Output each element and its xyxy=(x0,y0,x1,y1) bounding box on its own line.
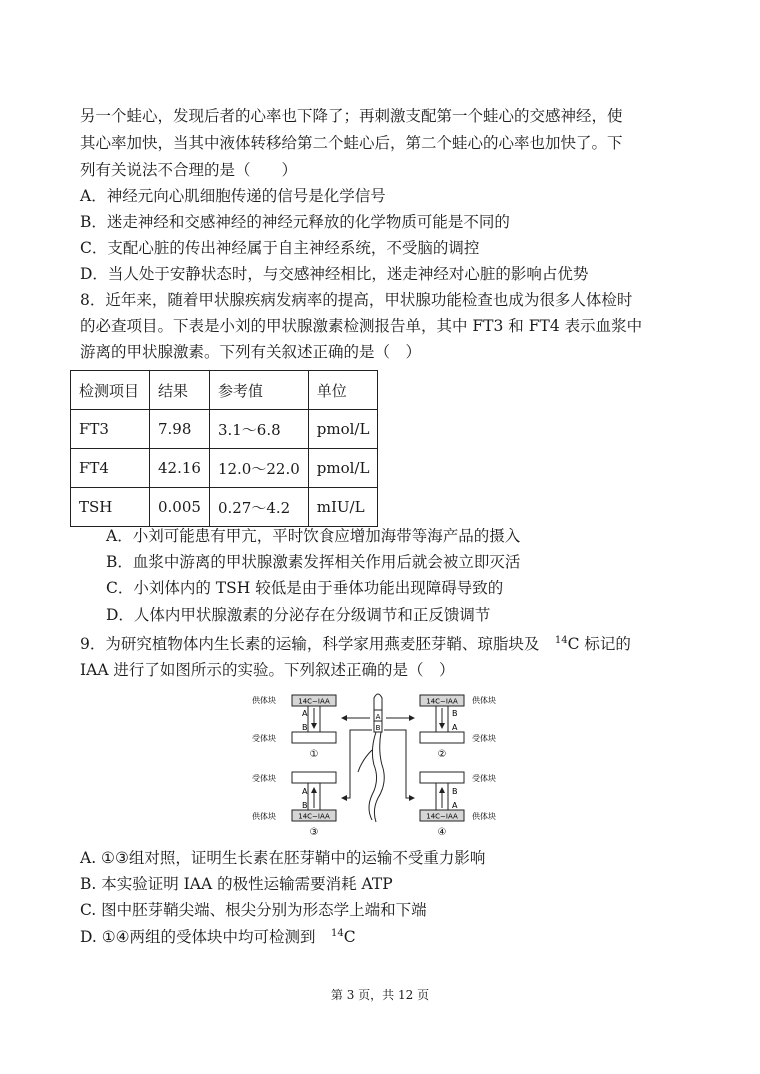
receiver-block-4 xyxy=(420,772,464,783)
q7-option-b: B．迷走神经和交感神经的神经元释放的化学物质可能是不同的 xyxy=(80,213,510,231)
end-a-label: A xyxy=(452,723,458,732)
q7-option-c: C．支配心脏的传出神经属于自主神经系统，不受脑的调控 xyxy=(80,239,480,257)
q8-option-d: D．人体内甲状腺激素的分泌存在分级调节和正反馈调节 xyxy=(106,606,491,624)
table-cell: pmol/L xyxy=(308,449,378,488)
receiver-label-2: 受体块 xyxy=(472,734,496,743)
q9-stem-line-1 xyxy=(80,634,631,657)
group-number-4: ④ xyxy=(437,827,447,838)
setup-3 xyxy=(252,772,336,838)
setup-1 xyxy=(252,695,336,760)
table-cell: 0.005 xyxy=(150,488,210,527)
q9-stem-line-2: IAA 进行了如图所示的实验。下列叙述正确的是（ ） xyxy=(80,661,455,679)
q9-option-c: C. 图中胚芽鞘尖端、根尖分别为形态学上端和下端 xyxy=(80,901,427,919)
end-a-label: A xyxy=(302,787,308,796)
end-a-label: A xyxy=(302,709,308,718)
table-row xyxy=(71,488,378,527)
table-cell: FT4 xyxy=(71,449,150,488)
q8-stem-line-2: 的必查项目。下表是小刘的甲状腺激素检测报告单，其中 FT3 和 FT4 表示血浆中 xyxy=(80,317,643,335)
intro-line-1: 另一个蛙心，发现后者的心率也下降了；再刺激支配第一个蛙心的交感神经，使 xyxy=(80,107,623,125)
q9-stem-text-end: C 标记的 xyxy=(567,635,631,653)
table-cell: pmol/L xyxy=(308,410,378,449)
segment-b-label: B xyxy=(375,724,381,732)
intro-line-2: 其心率加快，当其中液体转移给第二个蛙心后，第二个蛙心的心率也加快了。下 xyxy=(80,134,623,152)
iaa-label-3: 14C−IAA xyxy=(298,812,330,821)
q9-option-a: A. ①③组对照，证明生长素在胚芽鞘中的运输不受重力影响 xyxy=(80,849,486,867)
q8-stem-line-3: 游离的甲状腺激素。下列有关叙述正确的是（ ） xyxy=(80,343,422,361)
q9-option-d-text: D. ①④两组的受体块中均可检测到 xyxy=(80,928,332,946)
q7-option-a: A．神经元向心肌细胞传递的信号是化学信号 xyxy=(80,187,386,205)
header-cell: 结果 xyxy=(150,371,210,410)
iaa-label-4: 14C−IAA xyxy=(426,812,458,821)
end-b-label: B xyxy=(452,709,458,718)
iaa-label-1: 14C−IAA xyxy=(298,697,330,706)
donor-label-3: 供体块 xyxy=(252,812,276,821)
header-cell: 参考值 xyxy=(209,371,308,410)
table-row xyxy=(71,449,378,488)
receiver-label-1: 受体块 xyxy=(252,734,276,743)
page-footer: 第 3 页，共 12 页 xyxy=(330,988,430,1002)
thyroid-report-table xyxy=(70,370,378,527)
donor-label-1: 供体块 xyxy=(252,696,276,705)
group-number-1: ① xyxy=(309,749,319,760)
q8-option-b: B．血浆中游离的甲状腺激素发挥相关作用后就会被立即灭活 xyxy=(106,553,521,571)
end-b-label: B xyxy=(452,787,458,796)
isotope-superscript: 14 xyxy=(554,635,568,646)
isotope-superscript: 14 xyxy=(331,928,344,939)
root-curve xyxy=(374,732,384,822)
iaa-label-2: 14C−IAA xyxy=(426,697,458,706)
oat-coleoptile xyxy=(358,694,384,822)
q8-option-a: A．小刘可能患有甲亢，平时饮食应增加海带等海产品的摄入 xyxy=(106,527,521,545)
end-b-label: B xyxy=(302,801,308,810)
intro-line-3: 列有关说法不合理的是（ ） xyxy=(80,161,298,179)
q8-option-c: C．小刘体内的 TSH 较低是由于垂体功能出现障碍导致的 xyxy=(106,579,504,597)
receiver-label-3: 受体块 xyxy=(252,774,276,783)
q7-option-d: D．当人处于安静状态时，与交感神经相比，迷走神经对心脏的影响占优势 xyxy=(80,265,589,283)
end-b-label: B xyxy=(302,723,308,732)
receiver-block-2 xyxy=(420,732,464,743)
table-row xyxy=(71,410,378,449)
iaa-transport-diagram xyxy=(250,690,510,840)
table-cell: TSH xyxy=(71,488,150,527)
table-cell: 0.27～4.2 xyxy=(209,488,308,527)
header-cell: 单位 xyxy=(308,371,378,410)
table-cell: 42.16 xyxy=(150,449,210,488)
arrow-to-3 xyxy=(342,730,372,798)
q9-option-b: B. 本实验证明 IAA 的极性运输需要消耗 ATP xyxy=(80,875,393,893)
table-cell: 12.0～22.0 xyxy=(209,449,308,488)
q9-option-d-end: C xyxy=(343,928,356,946)
group-number-3: ③ xyxy=(309,827,319,838)
setup-4 xyxy=(420,772,496,838)
q9-option-d xyxy=(80,927,356,950)
donor-label-2: 供体块 xyxy=(472,696,496,705)
donor-label-4: 供体块 xyxy=(472,812,496,821)
arrow-to-4 xyxy=(384,730,414,798)
table-cell: FT3 xyxy=(71,410,150,449)
table-cell: mIU/L xyxy=(308,488,378,527)
q9-stem-text: 9．为研究植物体内生长素的运输，科学家用燕麦胚芽鞘、琼脂块及 xyxy=(80,635,555,653)
q8-stem-line-1: 8．近年来，随着甲状腺疾病发病率的提高，甲状腺功能检查也成为很多人体检时 xyxy=(80,291,633,309)
end-a-label: A xyxy=(452,801,458,810)
setup-2 xyxy=(420,695,496,760)
table-header-row xyxy=(71,371,378,410)
segment-a-label: A xyxy=(375,713,381,721)
receiver-block-1 xyxy=(292,732,336,743)
side-root xyxy=(358,750,372,772)
receiver-block-3 xyxy=(292,772,336,783)
receiver-label-4: 受体块 xyxy=(472,774,496,783)
table-cell: 3.1～6.8 xyxy=(209,410,308,449)
table-cell: 7.98 xyxy=(150,410,210,449)
header-cell: 检测项目 xyxy=(71,371,150,410)
group-number-2: ② xyxy=(437,749,447,760)
